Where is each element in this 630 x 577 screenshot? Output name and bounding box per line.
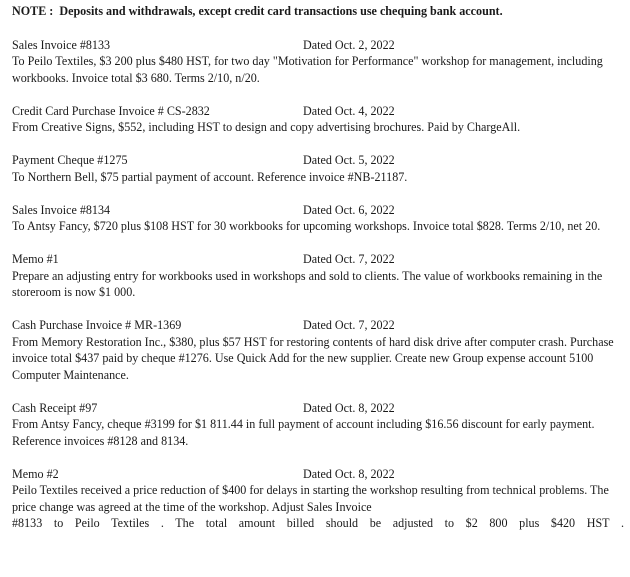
- entry-memo-2: [12, 466, 624, 532]
- entry-cash-purchase-mr-1369: [12, 317, 624, 383]
- entry-cash-receipt-97: [12, 400, 624, 450]
- entry-credit-card-purchase-cs-2832: [12, 103, 624, 136]
- entry-date: Dated Oct. 7, 2022: [303, 252, 395, 266]
- entry-sales-invoice-8133: [12, 37, 624, 87]
- entry-date: Dated Oct. 6, 2022: [303, 202, 395, 217]
- entry-title: Credit Card Purchase Invoice # CS-2832: [12, 103, 210, 118]
- entry-title: Payment Cheque #1275: [12, 153, 128, 167]
- entry-description: To Antsy Fancy, $720 plus $108 HST for 30 workbooks for upcoming workshops. Invoice total $828. Terms 2/10, net 20.: [12, 219, 601, 233]
- entry-description: Peilo Textiles received a price reduction of $400 for delays in starting the workshop resulting from technical problems. The price change was agreed at the time of the workshop. Adjust Sales Invoice: [12, 483, 609, 514]
- note-label: NOTE :: [12, 4, 54, 18]
- entry-title: Sales Invoice #8134: [12, 202, 111, 217]
- entry-title: Sales Invoice #8133: [12, 37, 111, 52]
- entry-date: Dated Oct. 7, 2022: [303, 318, 395, 332]
- entry-date: Dated Oct. 8, 2022: [303, 466, 395, 481]
- note-text: Deposits and withdrawals, except credit card transactions use chequing bank account.: [59, 4, 503, 18]
- entry-description: Prepare an adjusting entry for workbooks used in workshops and sold to clients. The value of workbooks remaining in the storeroom is now $1 000.: [12, 268, 603, 299]
- entry-description: To Peilo Textiles, $3 200 plus $480 HST, for two day "Motivation for Performance" workshop for management, including workbooks. Invoice total $3 680. Terms 2/10, n/20.: [12, 54, 603, 85]
- entry-title: Memo #2: [12, 466, 59, 481]
- entry-description: To Northern Bell, $75 partial payment of account. Reference invoice #NB-21187.: [12, 169, 408, 184]
- entry-description: From Creative Signs, $552, including HST to design and copy advertising brochures. Paid by ChargeAll.: [12, 120, 521, 134]
- entry-sales-invoice-8134: [12, 202, 624, 235]
- entry-date: Dated Oct. 4, 2022: [303, 103, 395, 118]
- entry-memo-1: [12, 251, 624, 301]
- document-page: [12, 3, 624, 548]
- entry-title: Cash Purchase Invoice # MR-1369: [12, 318, 182, 332]
- entry-date: Dated Oct. 5, 2022: [303, 153, 395, 167]
- entry-description: From Memory Restoration Inc., $380, plus $57 HST for restoring contents of hard disk drive after computer crash. Purchase invoice total $437 paid by cheque #1276. Use Quick Add for the new supplier. Create new Group expense account 5100 Computer Maintenance.: [12, 334, 614, 382]
- entry-title: Memo #1: [12, 252, 59, 266]
- entry-description: From Antsy Fancy, cheque #3199 for $1 811.44 in full payment of account including $16.56 discount for early payment. Reference invoices #8128 and 8134.: [12, 417, 595, 448]
- entry-date: Dated Oct. 2, 2022: [303, 37, 395, 52]
- entry-date: Dated Oct. 8, 2022: [303, 400, 395, 415]
- entry-title: Cash Receipt #97: [12, 400, 98, 415]
- entry-payment-cheque-1275: [12, 152, 624, 185]
- note: [12, 3, 624, 20]
- entry-description-last-line: #8133 to Peilo Textiles . The total amount billed should be adjusted to $2 800 plus $420 HST .: [12, 516, 624, 530]
